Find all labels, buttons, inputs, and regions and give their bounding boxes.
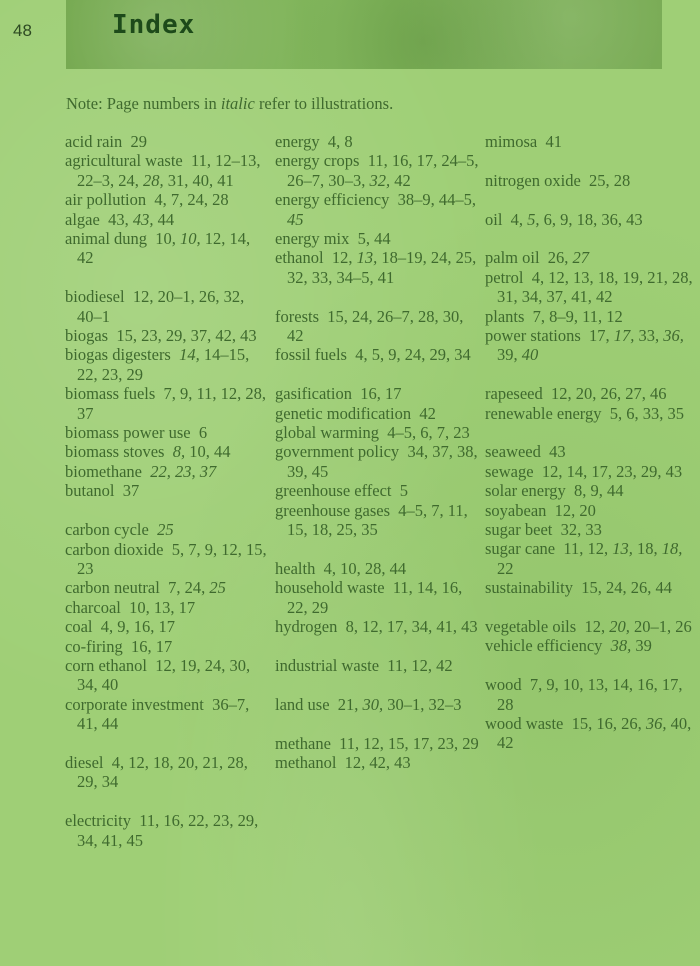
page-ref: 4–5, 7, 11, 15, 18, 25, 35 [287,500,468,540]
note-italic-word: italic [220,94,255,113]
entry-gap [485,598,695,617]
page-ref: 11, 16, 22, 23, 29, 34, 41, 45 [77,811,259,850]
index-entry [275,617,480,636]
page-ref-illustration: 25 [157,520,174,540]
page-ref: 39, [497,345,518,365]
page-ref: 10, 13, 17 [129,597,196,617]
entry-gap [485,190,695,209]
index-term: forests [275,306,319,326]
page-ref-illustration: 18, [661,539,683,559]
index-entry [485,384,695,403]
index-entry [65,384,270,423]
index-term: electricity [65,811,131,831]
page-ref: 36–7, 41, 44 [77,694,250,734]
index-term: biomass fuels [65,384,156,404]
index-term: corn ethanol [65,655,148,675]
entry-gap [485,656,695,675]
index-term: corporate investment [65,694,204,714]
page-ref: 29 [130,132,148,151]
index-term: agricultural waste [65,151,183,171]
index-term: palm oil [485,248,540,268]
index-entry [275,248,480,287]
index-entry [65,229,270,268]
entry-gap [275,675,480,694]
index-column-2 [275,132,480,772]
index-term: biodiesel [65,287,125,307]
page-ref-illustration: 8, [172,442,186,462]
index-entry [275,151,480,190]
index-entry [65,656,270,695]
index-term: government policy [275,442,400,462]
index-entry [65,811,270,850]
index-entry [65,345,270,384]
entry-gap [485,365,695,384]
page-ref-illustration: 10, [180,229,201,249]
page-number: 48 [13,21,32,40]
entry-gap [65,501,270,520]
page-ref: 18–19, 24, 25, 32, 33, 34–5, 41 [287,248,477,287]
index-entry [275,501,480,540]
entry-gap [485,423,695,442]
index-entry [485,462,695,481]
page-ref: 4, 12, 18, 20, 21, 28, 29, 34 [77,752,248,792]
page-ref: 37 [122,481,140,501]
index-term: diesel [65,752,104,772]
index-entry [65,210,270,229]
index-entry [275,578,480,617]
index-term: gasification [275,384,352,404]
index-term: mimosa [485,132,538,151]
page-ref: 12, [584,617,606,637]
page-ref: 40, 42 [497,714,692,753]
index-entry [485,617,695,636]
index-term: biomass stoves [65,442,165,462]
page-ref: 16, 17 [130,636,173,656]
entry-gap [65,268,270,287]
index-entry [275,559,480,578]
index-term: sewage [485,461,534,481]
index-term: butanol [65,481,115,501]
index-term: greenhouse effect [275,481,392,501]
index-entry [65,132,270,151]
page-ref: 11, 12, 15, 17, 23, 29 [339,733,479,753]
page-ref: 4, 8 [327,132,353,151]
page-ref: 11, 14, 16, 22, 29 [287,578,463,617]
page-ref: 6, 9, 18, 36, 43 [543,209,643,229]
index-entry [485,404,695,423]
page-ref: 12, 19, 24, 30, 34, 40 [77,655,251,695]
index-entry [65,190,270,209]
page-ref: 32, 33 [560,520,602,540]
page-ref: 22 [497,558,514,578]
index-term: power stations [485,326,581,346]
page-title: Index [112,10,196,40]
page-ref: 4, [510,209,524,229]
page-ref: 11, [191,151,212,171]
page-ref: 39 [635,636,652,656]
entry-gap [275,714,480,733]
index-term: algae [65,209,100,229]
page-ref: 6 [198,423,208,443]
page-ref: 11, 12, [563,539,609,559]
index-term: sugar cane [485,539,556,559]
page-ref: 12, 14, 17, 23, 29, 43 [541,461,683,481]
page-ref-illustration: 25 [209,578,226,598]
index-entry [275,404,480,423]
entry-gap [65,734,270,753]
index-term: biomethane [65,461,142,481]
index-term: biomass power use [65,423,191,443]
page-ref: 21, [337,694,359,714]
index-term: vegetable oils [485,617,577,637]
index-entry [275,384,480,403]
index-entry [485,248,695,267]
index-term: biogas digesters [65,345,171,365]
index-term: rapeseed [485,384,543,404]
index-term: sugar beet [485,520,553,540]
index-term: nitrogen oxide [485,170,581,190]
page-ref-illustration: 17, [613,326,635,346]
index-term: sustainability [485,578,573,598]
index-entry [275,132,480,151]
page-ref: 5 [399,481,409,501]
page-ref-illustration: 28, [143,170,164,190]
index-note [66,94,393,114]
index-entry [65,578,270,597]
index-term: petrol [485,267,524,287]
page-ref: 5, 7, 9, 12, 15, 23 [77,539,267,578]
index-term: methanol [275,752,337,772]
index-entry [485,714,695,753]
index-term: charcoal [65,597,121,617]
page-ref: 10, 44 [189,442,231,462]
index-entry [485,268,695,307]
index-entry [485,307,695,326]
index-entry [275,229,480,248]
entry-gap [275,637,480,656]
entry-gap [275,540,480,559]
index-entry [275,307,480,346]
page-ref: 33, [638,326,660,346]
page-ref-illustration: 20, [609,617,630,637]
index-entry [65,481,270,500]
index-term: industrial waste [275,655,380,675]
page-ref: 4, 7, 24, 28 [154,190,229,210]
page-ref-illustration: 38, [610,636,632,656]
index-column-3 [485,132,695,753]
index-entry [65,287,270,326]
index-term: co-firing [65,636,123,656]
page-ref: 15, 24, 26, 44 [581,578,672,598]
page-ref: 8, 9, 44 [574,481,624,501]
index-term: fossil fuels [275,345,347,365]
page-ref: 12, 14, 42 [77,229,251,268]
index-term: carbon neutral [65,578,160,598]
index-term: global warming [275,423,380,443]
index-term: energy mix [275,229,350,249]
index-entry [275,656,480,675]
index-entry [275,423,480,442]
index-entry [65,695,270,734]
page-ref: 14–15, 22, 23, 29 [77,345,250,384]
index-entry [65,617,270,636]
page-ref-illustration: 40 [521,345,539,365]
index-term: solar energy [485,481,566,501]
index-term: ethanol [275,248,324,268]
page-ref-illustration: 13, [356,248,378,268]
index-term: methane [275,733,331,753]
index-term: energy [275,132,320,151]
page-ref-illustration: 14, [179,345,200,365]
index-entry [275,481,480,500]
note-prefix: Note: Page numbers in [66,94,221,113]
index-entry [275,190,480,229]
page-ref: 12, [331,248,353,268]
page-ref-illustration: 43, [132,209,154,229]
page-ref-illustration: 22, 23, 37 [150,461,217,481]
page-ref: 41 [545,132,562,151]
index-term: seaweed [485,442,541,462]
index-term: carbon cycle [65,520,149,540]
index-entry [65,540,270,579]
index-term: oil [485,209,503,229]
index-entry [65,637,270,656]
index-term: land use [275,694,330,714]
page-ref: 15, 23, 29, 37, 42, 43 [116,326,257,346]
index-entry [65,520,270,539]
index-term: genetic modification [275,403,412,423]
index-entry [485,171,695,190]
page-ref: 5, 44 [357,229,391,249]
index-column-1 [65,132,270,850]
note-suffix: refer to illustrations. [254,94,394,113]
page-ref-illustration: 45 [287,209,304,229]
index-entry [65,151,270,190]
entry-gap [65,792,270,811]
page-ref: 7, 24, [168,578,206,598]
index-term: soyabean [485,500,547,520]
page-ref: 15, 16, 26, [571,714,642,734]
page-ref: 34, 37, 38, 39, 45 [287,442,478,481]
page-ref: 7, 8–9, 11, 12 [532,306,623,326]
index-entry [65,462,270,481]
page-ref: 42 [419,403,436,423]
index-term: carbon dioxide [65,539,164,559]
index-term: plants [485,306,525,326]
page-ref: 26, [547,248,569,268]
index-entry [485,578,695,597]
index-term: renewable energy [485,403,602,423]
index-term: air pollution [65,190,147,210]
page-ref: 38–9, 44–5, [397,190,476,210]
page-ref: 44 [157,209,175,229]
index-term: wood waste [485,714,564,734]
index-entry [275,753,480,772]
index-entry [65,326,270,345]
page-ref: 7, 9, 10, 13, 14, 16, 17, 28 [497,675,683,714]
page-ref: 12, 20 [554,500,596,520]
index-entry [485,210,695,229]
page-ref: 17, [589,326,610,346]
index-entry [65,442,270,461]
page-ref: 11, 16, 17, 24–5, 26–7, 30–3, [287,151,479,190]
entry-gap [485,151,695,170]
page-ref: 12, 20–1, 26, 32, 40–1 [77,287,245,326]
page-ref: 16, 17 [360,384,402,404]
index-term: household waste [275,578,385,598]
index-entry [485,636,695,655]
index-entry [485,675,695,714]
index-entry [485,539,695,578]
index-entry [275,442,480,481]
index-term: coal [65,617,93,637]
page-ref-illustration: 36, [645,714,667,734]
page-ref: 31, 40, 41 [167,170,234,190]
index-term: hydrogen [275,617,338,637]
entry-gap [275,365,480,384]
page-ref-illustration: 13, [612,539,633,559]
page-ref: 18, [636,539,658,559]
index-entry [485,501,695,520]
index-term: energy crops [275,151,360,171]
index-entry [275,734,480,753]
index-term: energy efficiency [275,190,390,210]
page-ref: 4, 12, 13, 18, 19, 21, 28, 31, 34, 37, 41, 42 [497,267,693,307]
index-entry [485,132,695,151]
index-entry [65,423,270,442]
page-ref: 4, 10, 28, 44 [323,558,407,578]
page-ref-illustration: 36, [663,326,684,346]
page-ref: 5, 6, 33, 35 [609,403,685,423]
page-ref: 12, 20, 26, 27, 46 [550,384,667,404]
page-ref-illustration: 27 [572,248,590,268]
page-ref: 7, 9, 11, 12, 28, 37 [77,384,267,423]
page-ref: 11, 12, 42 [387,655,453,675]
page-ref: 4, 9, 16, 17 [100,617,175,637]
index-term: health [275,558,316,578]
page-ref-illustration: 30, [362,694,384,714]
page-ref: 4–5, 6, 7, 23 [387,423,470,443]
index-entry [275,695,480,714]
page-ref: 12–13, 22–3, 24, [77,151,261,190]
page-ref: 42 [394,170,411,190]
index-term: wood [485,675,522,695]
page-ref: 10, [155,229,176,249]
index-entry [485,442,695,461]
index-entry [275,345,480,364]
index-entry [485,326,695,365]
page-ref: 12, 42, 43 [344,752,411,772]
index-term: animal dung [65,229,148,249]
index-entry [65,598,270,617]
page-ref: 4, 5, 9, 24, 29, 34 [355,345,471,365]
page-ref: 43, [108,209,129,229]
index-term: biogas [65,326,109,346]
page-ref: 15, 24, 26–7, 28, 30, 42 [287,306,464,346]
page-ref-illustration: 5, [527,209,540,229]
page-ref: 8, 12, 17, 34, 41, 43 [345,617,478,637]
index-term: acid rain [65,132,123,151]
entry-gap [485,229,695,248]
page-ref: 30–1, 32–3 [387,694,462,714]
page-ref: 43 [549,442,566,462]
page-ref: 20–1, 26 [633,617,692,637]
index-entry [485,481,695,500]
page-ref: 25, 28 [589,170,631,190]
index-term: vehicle efficiency [485,636,603,656]
index-term: greenhouse gases [275,500,391,520]
page-ref-illustration: 32, [369,170,391,190]
entry-gap [275,287,480,306]
index-entry [485,520,695,539]
index-entry [65,753,270,792]
